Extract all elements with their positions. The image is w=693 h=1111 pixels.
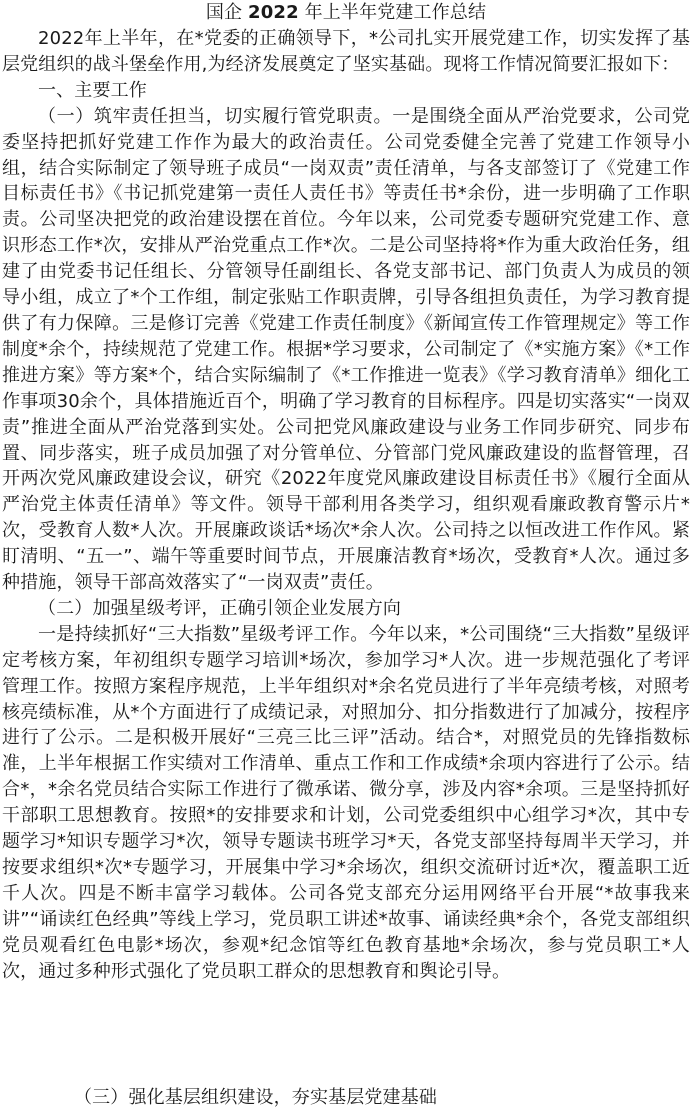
subsection-2-body: 一是持续抓好“三大指数”星级考评工作。今年以来，*公司围绕“三大指数”星级评定考核方案，年初组织专题学习培训*场次，参加学习*人次。进一步规范强化了考评管理工作。按照方案程序规范，上半年组织对*余名党员进行了半年亮绩考核，对照考核亮绩标准，从*个方面进行了成绩记录，对照加分、扣分指数进行了加减分，按程序进行了公示。二是积极开展好“三亮三比三评”活动。结合*，对照党员的先锋指数标准，上半年根据工作实绩对工作清单、重点工作和工作成绩*余项内容进行了公示。结合*，*余名党员结合实际工作进行了微承诺、微分享，涉及内容*余项。三是坚持抓好干部职工思想教育。按照*的安排要求和计划，公司党委组织中心组学习*次，其中专题学习*知识专题学习*次，领导专题读书班学习*天，各党支部坚持每周半天学习，并按要求组织*次*专题学习，开展集中学习*余场次，组织交流研讨近*次，覆盖职工近千人次。四是不断丰富学习载体。公司各党支部充分运用网络平台开展“*故事我来讲”“诵读红色经典”等线上学习，党员职工讲述*故事、诵读经典*余个，各党支部组织党员观看红色电影*场次，参观*纪念馆等红色教育基地*余场次，参与党员职工*人次，通过多种形式强化了党员职工群众的思想教育和舆论引导。 — [2, 623, 690, 982]
title-suffix: 年上半年党建工作总结 — [304, 2, 487, 23]
subsection-1-paragraph — [2, 104, 690, 596]
subsection-2-heading: （二）加强星级考评，正确引领企业发展方向 — [38, 597, 401, 619]
intro-paragraph: 2022年上半年，在*党委的正确领导下，*公司扎实开展党建工作，切实发挥了基层党组织的战斗堡垒作用,为经济发展奠定了坚实基础。现将工作情况简要汇报如下： — [2, 28, 690, 75]
title-year: 2022 — [248, 2, 299, 23]
cut-off-next-line: （三）强化基层组织建设，夯实基层党建基础 — [74, 1087, 437, 1109]
title-prefix: 国企 — [205, 2, 243, 23]
section-heading-main-work: 一、主要工作 — [38, 79, 147, 101]
subsection-1-body: 一是围绕全面从严治党要求，公司党委坚持把抓好党建工作作为最大的政治责任。公司党委健全完善了党建工作领导小组，结合实际制定了领导班子成员“一岗双责”责任清单，与各支部签订了《党建工作目标责任书》《书记抓党建第一责任人责任书》等责任书*余份，进一步明确了工作职责。公司坚决把党的政治建设摆在首位。今年以来，公司党委专题研究党建工作、意识形态工作*次，安排从严治党重点工作*次。二是公司坚持将*作为重大政治任务，组建了由党委书记任组长、分管领导任副组长、各党支部书记、部门负责人为成员的领导小组，成立了*个工作组，制定张贴工作职责牌，引导各组担负责任，为学习教育提供了有力保障。三是修订完善《党建工作责任制度》《新闻宣传工作管理规定》等工作制度*余个，持续规范了党建工作。根据*学习要求，公司制定了《*实施方案》《*工作推进方案》等方案*个，结合实际编制了《*工作推进一览表》《学习教育清单》细化工作事项30余个，具体措施近百个，明确了学习教育的目标程序。四是切实落实“一岗双责”推进全面从严治党落到实处。公司把党风廉政建设与业务工作同步研究、同步布置、同步落实，班子成员加强了对分管单位、分管部门党风廉政建设的监督管理，召开两次党风廉政建设会议，研究《2022年度党风廉政建设目标责任书》《履行全面从严治党主体责任清单》等文件。领导干部利用各类学习，组织观看廉政教育警示片*次，受教育人数*人次。开展廉政谈话*场次*余人次。公司持之以恒改进工作作风。紧盯清明、“五一”、端午等重要时间节点，开展廉洁教育*场次，受教育*人次。通过多种措施，领导干部高效落实了“一岗双责”责任。 — [2, 105, 690, 594]
subsection-1-heading: （一）筑牢责任担当，切实履行管党职责。 — [38, 105, 393, 127]
document-title — [2, 0, 690, 26]
